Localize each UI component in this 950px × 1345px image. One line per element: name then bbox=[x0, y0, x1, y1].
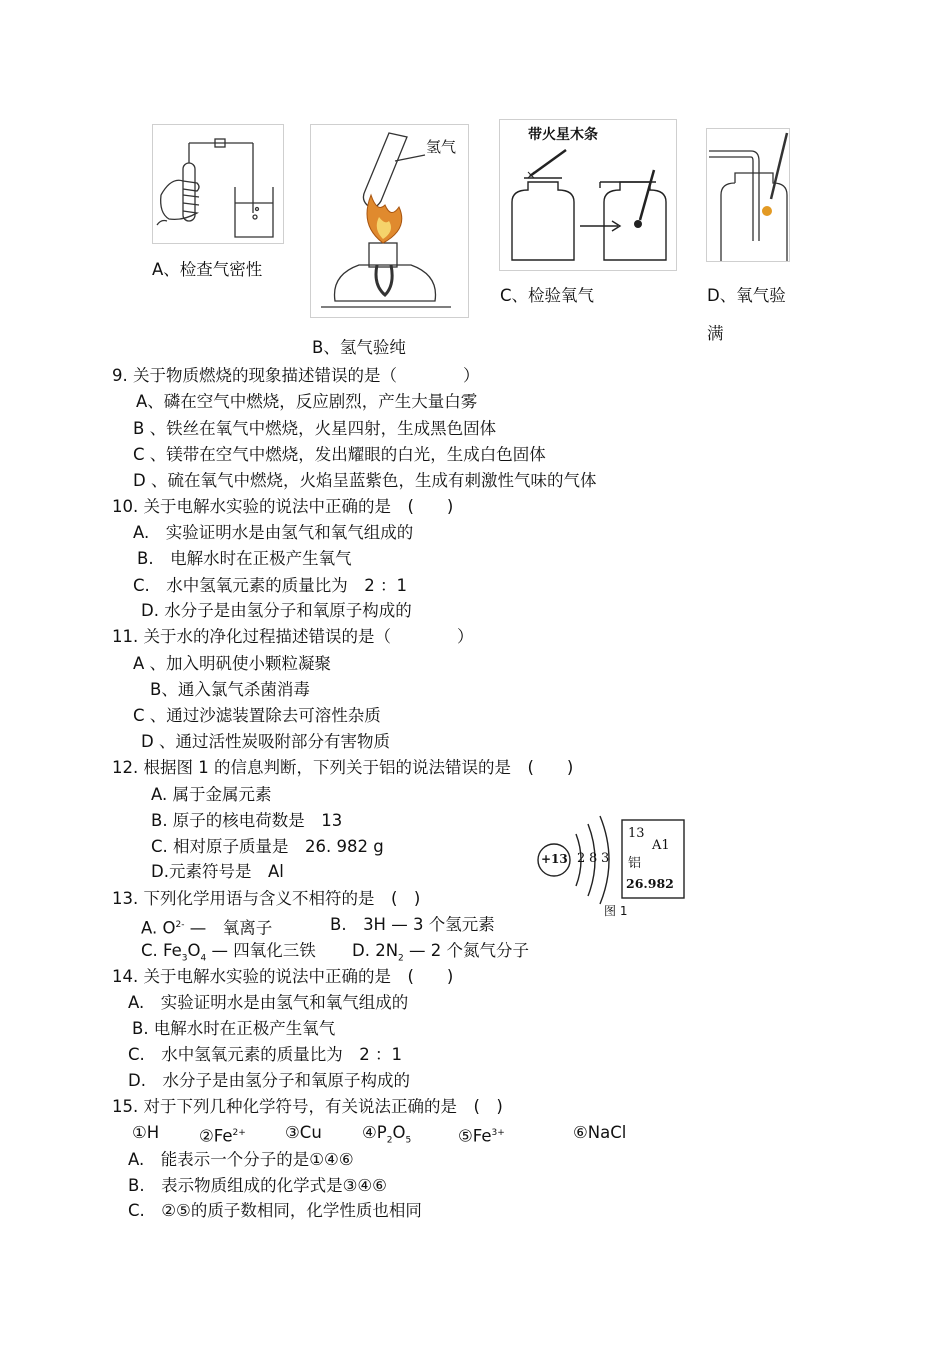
q15-symbol-6: ⑥NaCl bbox=[573, 1123, 627, 1142]
q11-option-b: B、通入氯气杀菌消毒 bbox=[150, 680, 310, 699]
q15-symbol-5 bbox=[458, 1123, 505, 1147]
q15-s4-sub2: 5 bbox=[405, 1135, 412, 1146]
q15-symbol-4 bbox=[362, 1123, 411, 1150]
q15-s2-charge: 2+ bbox=[232, 1128, 246, 1138]
q13-stem: 13. 下列化学用语与含义不相符的是 ( ) bbox=[112, 889, 421, 908]
atom-nucleus: +13 bbox=[541, 852, 568, 866]
q12-option-c: C. 相对原子质量是 26. 982 g bbox=[151, 837, 384, 856]
q10-stem: 10. 关于电解水实验的说法中正确的是 ( ) bbox=[112, 497, 454, 516]
q13-a-symbol: A. O bbox=[141, 918, 176, 938]
q13-option-d bbox=[352, 941, 529, 968]
q13-option-a bbox=[141, 915, 272, 939]
q11-option-d: D 、通过活性炭吸附部分有害物质 bbox=[141, 732, 390, 751]
q10-option-b: B. 电解水时在正极产生氧气 bbox=[137, 549, 352, 568]
q13-c-meaning: — 四氧化三铁 bbox=[211, 941, 316, 960]
q14-stem: 14. 关于电解水实验的说法中正确的是 ( ) bbox=[112, 967, 454, 986]
q15-symbol-1: ①H bbox=[132, 1123, 160, 1142]
q9-option-a: A、磷在空气中燃烧，反应剧烈，产生大量白雾 bbox=[136, 392, 478, 411]
q15-s5-text: ⑤Fe bbox=[458, 1126, 492, 1146]
q12-option-d: D.元素符号是 Al bbox=[151, 862, 284, 881]
q12-stem: 12. 根据图 1 的信息判断，下列关于铝的说法错误的是 ( ) bbox=[112, 758, 574, 777]
figure-c-caption: C、检验氧气 bbox=[500, 286, 595, 305]
q14-option-b: B. 电解水时在正极产生氧气 bbox=[132, 1019, 336, 1038]
figure-b-gas-label: 氢气 bbox=[426, 138, 457, 156]
q10-option-d: D. 水分子是由氢分子和氧原子构成的 bbox=[141, 601, 412, 620]
q15-symbol-3: ③Cu bbox=[285, 1123, 322, 1142]
q15-option-a: A. 能表示一个分子的是①④⑥ bbox=[128, 1150, 354, 1169]
q9-option-c: C 、镁带在空气中燃烧，发出耀眼的白光，生成白色固体 bbox=[133, 445, 546, 464]
element-mass: 26.982 bbox=[626, 876, 674, 891]
element-name: 铝 bbox=[628, 856, 642, 871]
figure-1-aluminium bbox=[532, 812, 688, 922]
q11-stem: 11. 关于水的净化过程描述错误的是（ ） bbox=[112, 627, 474, 646]
atom-shell-1: 2 bbox=[577, 851, 586, 866]
q13-a-meaning: — 氧离子 bbox=[189, 918, 273, 938]
q9-stem: 9. 关于物质燃烧的现象描述错误的是（ ） bbox=[112, 366, 480, 385]
q13-a-charge: 2- bbox=[175, 920, 185, 930]
q15-s4-p: ④P bbox=[362, 1123, 387, 1142]
q11-option-c: C 、通过沙滤装置除去可溶性杂质 bbox=[133, 706, 381, 725]
q13-d-symbol: D. 2N bbox=[352, 941, 399, 960]
atom-shell-3: 3 bbox=[601, 851, 610, 866]
q11-option-a: A 、加入明矾使小颗粒凝聚 bbox=[133, 654, 332, 673]
element-symbol: A1 bbox=[652, 838, 670, 853]
element-atomic-number: 13 bbox=[628, 826, 645, 841]
q15-s2-text: ②Fe bbox=[199, 1126, 233, 1146]
q14-option-a: A. 实验证明水是由氢气和氧气组成的 bbox=[128, 993, 409, 1012]
q13-d-sub: 2 bbox=[398, 953, 404, 964]
q13-option-b: B. 3H — 3 个氢元素 bbox=[330, 915, 495, 934]
figure-d-caption-line1: D、氧气验 bbox=[707, 286, 786, 305]
figure-c-title: 带火星木条 bbox=[528, 127, 598, 143]
q14-option-d: D. 水分子是由氢分子和氧原子构成的 bbox=[128, 1071, 410, 1090]
q12-option-a: A. 属于金属元素 bbox=[151, 785, 272, 804]
q15-symbol-2 bbox=[199, 1123, 246, 1147]
q12-option-b: B. 原子的核电荷数是 13 bbox=[151, 811, 343, 830]
q13-c-sub1: 3 bbox=[181, 953, 188, 964]
q15-s5-charge: 3+ bbox=[491, 1128, 505, 1138]
figure-d-caption-line2: 满 bbox=[707, 324, 724, 343]
q15-option-c: C. ②⑤的质子数相同，化学性质也相同 bbox=[128, 1201, 422, 1220]
q14-option-c: C. 水中氢氧元素的质量比为 2 ：1 bbox=[128, 1045, 403, 1064]
figure-a-caption: A、检查气密性 bbox=[152, 260, 263, 279]
figure-b-caption: B、氢气验纯 bbox=[312, 338, 406, 357]
q13-option-c bbox=[141, 941, 316, 968]
figure-a-airtightness-check bbox=[152, 124, 284, 244]
q13-c-fe: C. Fe bbox=[141, 941, 182, 960]
q9-option-b: B 、铁丝在氧气中燃烧，火星四射，生成黑色固体 bbox=[133, 419, 497, 438]
q10-option-a: A. 实验证明水是由氢气和氧气组成的 bbox=[133, 523, 414, 542]
q15-s4-o: O bbox=[392, 1123, 406, 1142]
q9-option-d: D 、硫在氧气中燃烧，火焰呈蓝紫色，生成有刺激性气味的气体 bbox=[133, 471, 597, 490]
q15-s4-sub1: 2 bbox=[386, 1135, 393, 1146]
q13-c-sub2: 4 bbox=[200, 953, 207, 964]
atom-shell-2: 8 bbox=[589, 851, 598, 866]
q13-d-meaning: — 2 个氮气分子 bbox=[409, 941, 530, 960]
figure-1-caption: 图 1 bbox=[604, 904, 628, 918]
figure-d-oxygen-full-check bbox=[706, 128, 790, 262]
q13-c-o: O bbox=[187, 941, 201, 960]
q15-stem: 15. 对于下列几种化学符号，有关说法正确的是 ( ) bbox=[112, 1097, 503, 1116]
q15-option-b: B. 表示物质组成的化学式是③④⑥ bbox=[128, 1176, 387, 1195]
q10-option-c: C. 水中氢氧元素的质量比为 2 ：1 bbox=[133, 576, 408, 595]
